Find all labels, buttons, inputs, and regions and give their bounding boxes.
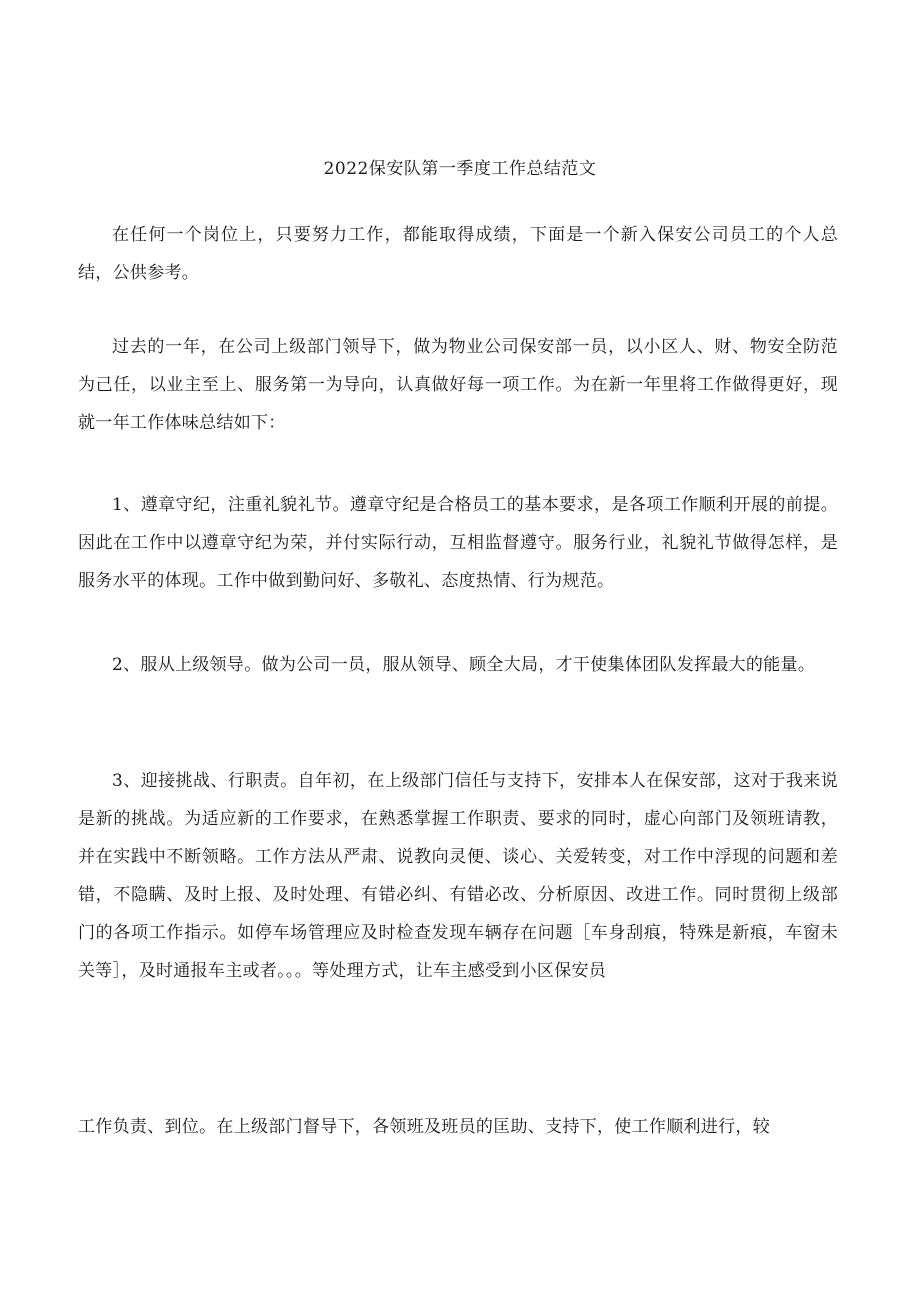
- document-title: 2022保安队第一季度工作总结范文: [323, 159, 597, 179]
- paragraph-overview: 过去的一年，在公司上级部门领导下，做为物业公司保安部一员，以小区人、财、物安全防范为己任，以业主至上、服务第一为导向，认真做好每一项工作。为在新一年里将工作做得更好，现就一年工作体味总结如下：: [78, 337, 838, 433]
- paragraph-item-2: 2、服从上级领导。做为公司一员，服从领导、顾全大局，才干使集体团队发挥最大的能量。: [112, 655, 816, 675]
- paragraph-continuation: 工作负责、到位。在上级部门督导下，各领班及班员的匡助、支持下，使工作顺利进行，较: [78, 1117, 770, 1137]
- paragraph-item-3: 3、迎接挑战、行职责。自年初，在上级部门信任与支持下，安排本人在保安部，这对于我来说是新的挑战。为适应新的工作要求，在熟悉掌握工作职责、要求的同时，虚心向部门及领班请教，并在实践中不断领略。工作方法从严肃、说教向灵便、谈心、关爱转变，对工作中浮现的问题和差错，不隐瞒、及时上报、及时处理、有错必纠、有错必改、分析原因、改进工作。同时贯彻上级部门的各项工作指示。如停车场管理应及时检查发现车辆存在问题［车身刮痕，特殊是新痕，车窗未关等］，及时通报车主或者。。。等处理方式，让车主感受到小区保安员: [78, 771, 838, 981]
- paragraph-intro: 在任何一个岗位上，只要努力工作，都能取得成绩，下面是一个新入保安公司员工的个人总结，公供参考。: [78, 225, 838, 283]
- paragraph-item-1: 1、遵章守纪，注重礼貌礼节。遵章守纪是合格员工的基本要求，是各项工作顺利开展的前提。因此在工作中以遵章守纪为荣，并付实际行动，互相监督遵守。服务行业，礼貌礼节做得怎样，是服务水平的体现。工作中做到勤问好、多敬礼、态度热情、行为规范。: [78, 495, 838, 591]
